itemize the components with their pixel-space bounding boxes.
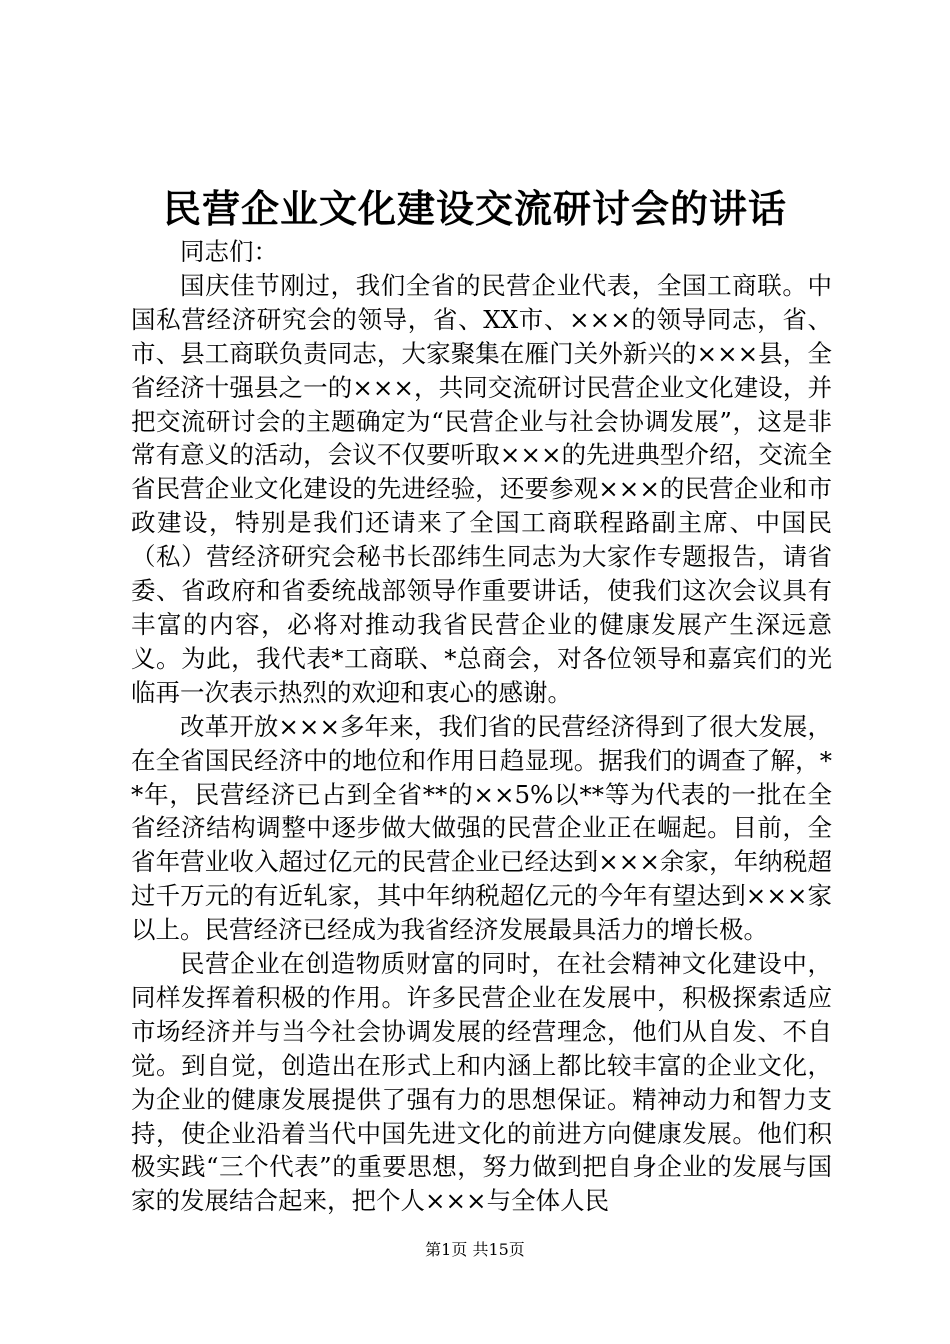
paragraph-2: 改革开放×××多年来，我们省的民营经济得到了很大发展，在全省国民经济中的地位和作用日趋显现。据我们的调查了解，**年，民营经济已占到全省**的××5%以**等为代表的一批在全省经济结构调整中逐步做大做强的民营企业正在崛起。目前，全省年营业收入超过亿元的民营企业已经达到×××余家，年纳税超过千万元的有近轧家，其中年纳税超亿元的今年有望达到×××家以上。民营经济已经成为我省经济发展最具活力的增长极。 [131,711,832,945]
paragraph-1: 国庆佳节刚过，我们全省的民营企业代表，全国工商联。中国私营经济研究会的领导，省、XX市、×××的领导同志，省、市、县工商联负责同志，大家聚集在雁门关外新兴的×××县，全省经济十强县之一的×××，共同交流研讨民营企业文化建设，并把交流研讨会的主题确定为“民营企业与社会协调发展”，这是非常有意义的活动，会议不仅要听取×××的先进典型介绍，交流全省民营企业文化建设的先进经验，还要参观×××的民营企业和市政建设，特别是我们还请来了全国工商联程路副主席、中国民（私）营经济研究会秘书长邵纬生同志为大家作专题报告，请省委、省政府和省委统战部领导作重要讲话，使我们这次会议具有丰富的内容，必将对推动我省民营企业的健康发展产生深远意义。为此，我代表*工商联、*总商会，对各位领导和嘉宾们的光临再一次表示热烈的欢迎和衷心的感谢。 [131,270,832,707]
paragraph-3: 民营企业在创造物质财富的同时，在社会精神文化建设中，同样发挥着积极的作用。许多民营企业在发展中，积极探索适应市场经济并与当今社会协调发展的经营理念，他们从自发、不自觉。到自觉，创造出在形式上和内涵上都比较丰富的企业文化，为企业的健康发展提供了强有力的思想保证。精神动力和智力支持，使企业沿着当代中国先进文化的前进方向健康发展。他们积极实践“三个代表”的重要思想，努力做到把自身企业的发展与国家的发展结合起来，把个人×××与全体人民 [131,949,832,1216]
document-title: 民营企业文化建设交流研讨会的讲话 [162,186,787,231]
salutation: 同志们： [180,237,278,266]
page-footer: 第1页 共15页 [425,1240,525,1259]
document-body [131,235,832,1218]
